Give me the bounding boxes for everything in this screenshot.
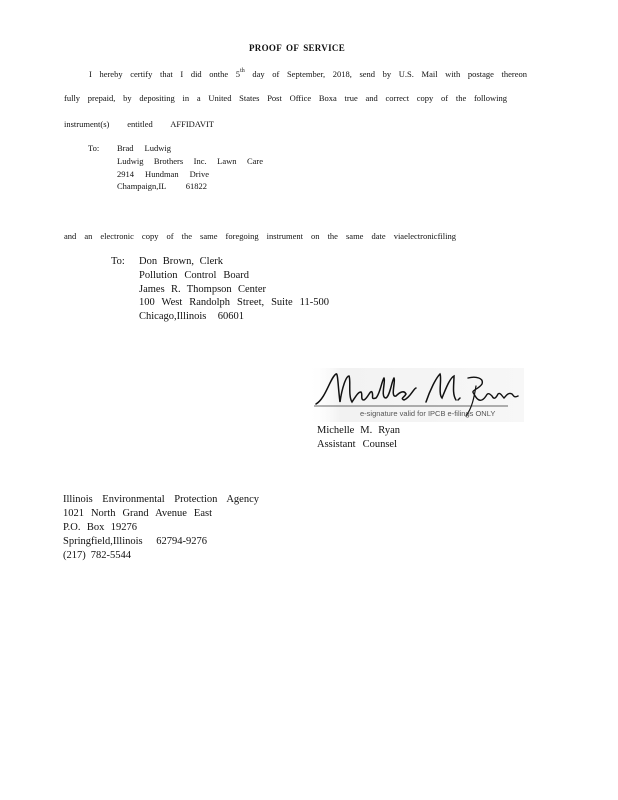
recipient-1-line: Ludwig Brothers Inc. Lawn Care — [117, 156, 263, 166]
agency-line: (217) 782-5544 — [63, 550, 131, 561]
signer-role: Assistant Counsel — [317, 439, 397, 450]
certify-line-3: instrument(s) entitled AFFIDAVIT — [64, 119, 214, 129]
signature-caption: e-signature valid for IPCB e-filings ONLY — [360, 409, 496, 418]
certify-line-1 — [89, 68, 527, 79]
recipient-1-to-label: To: — [88, 143, 100, 153]
certify-line-1-a: I hereby certify that I did onthe 5 — [89, 69, 241, 79]
agency-line: 1021 North Grand Avenue East — [63, 508, 212, 519]
recipient-1-line: Champaign,IL 61822 — [117, 181, 207, 191]
agency-line: P.O. Box 19276 — [63, 522, 137, 533]
certify-line-2: fully prepaid, by depositing in a United States Post Office Boxa true and correct copy of the following — [64, 93, 507, 103]
agency-line: Springfield,Illinois 62794-9276 — [63, 536, 207, 547]
certify-line-1-b: day of September, 2018, send by U.S. Mail with postage thereon — [252, 69, 527, 79]
recipient-1-line: Brad Ludwig — [117, 143, 171, 153]
recipient-2-line: Don Brown, Clerk — [139, 256, 223, 267]
recipient-2-line: Chicago,Illinois 60601 — [139, 311, 244, 322]
ordinal-suffix: th — [240, 68, 245, 74]
page-title: PROOF OF SERVICE — [249, 43, 345, 53]
recipient-1-line: 2914 Hundman Drive — [117, 169, 209, 179]
agency-line: Illinois Environmental Protection Agency — [63, 494, 259, 505]
electronic-filing-line: and an electronic copy of the same foregoing instrument on the same date viaelectronicfiling — [64, 231, 456, 241]
signer-name: Michelle M. Ryan — [317, 425, 400, 436]
recipient-2-to-label: To: — [111, 256, 125, 267]
recipient-2-line: James R. Thompson Center — [139, 284, 266, 295]
recipient-2-line: 100 West Randolph Street, Suite 11-500 — [139, 297, 329, 308]
recipient-2-line: Pollution Control Board — [139, 270, 249, 281]
